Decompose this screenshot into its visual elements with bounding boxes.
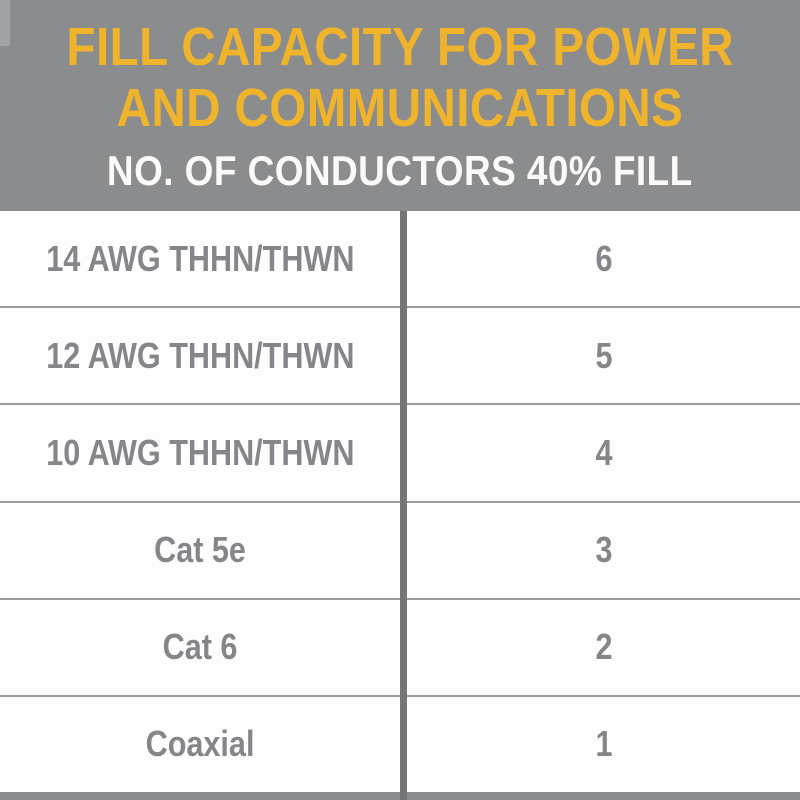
conductor-type-label: Cat 5e (154, 529, 247, 571)
header (0, 0, 800, 211)
row-label-cell (0, 308, 401, 403)
conductor-type-label: 12 AWG THHN/THWN (46, 334, 355, 376)
fill-count-value: 3 (595, 529, 613, 571)
title-line-2: AND COMMUNICATIONS (116, 78, 684, 138)
subtitle: NO. OF CONDUCTORS 40% FILL (107, 147, 693, 194)
row-label-cell (0, 503, 401, 598)
row-label-cell (0, 600, 401, 695)
row-value-cell (408, 308, 800, 403)
row-label-cell (0, 405, 401, 500)
conductor-type-label: 10 AWG THHN/THWN (46, 431, 355, 473)
conductor-type-label: 14 AWG THHN/THWN (46, 237, 355, 279)
row-value-cell (408, 211, 800, 306)
fill-count-value: 6 (595, 237, 613, 279)
row-value-cell (408, 405, 800, 500)
row-value-cell (408, 600, 800, 695)
row-label-cell (0, 211, 401, 306)
conductor-type-label: Coaxial (146, 723, 255, 765)
fill-count-value: 4 (595, 431, 613, 473)
row-value-cell (408, 503, 800, 598)
corner-glare-artifact (0, 0, 10, 46)
title-line-1: FILL CAPACITY FOR POWER (66, 17, 734, 77)
row-label-cell (0, 697, 401, 792)
fill-count-value: 1 (595, 723, 613, 765)
fill-count-value: 5 (595, 334, 613, 376)
conductor-type-label: Cat 6 (163, 626, 238, 668)
row-value-cell (408, 697, 800, 792)
column-divider (400, 211, 407, 800)
fill-count-value: 2 (595, 626, 613, 668)
